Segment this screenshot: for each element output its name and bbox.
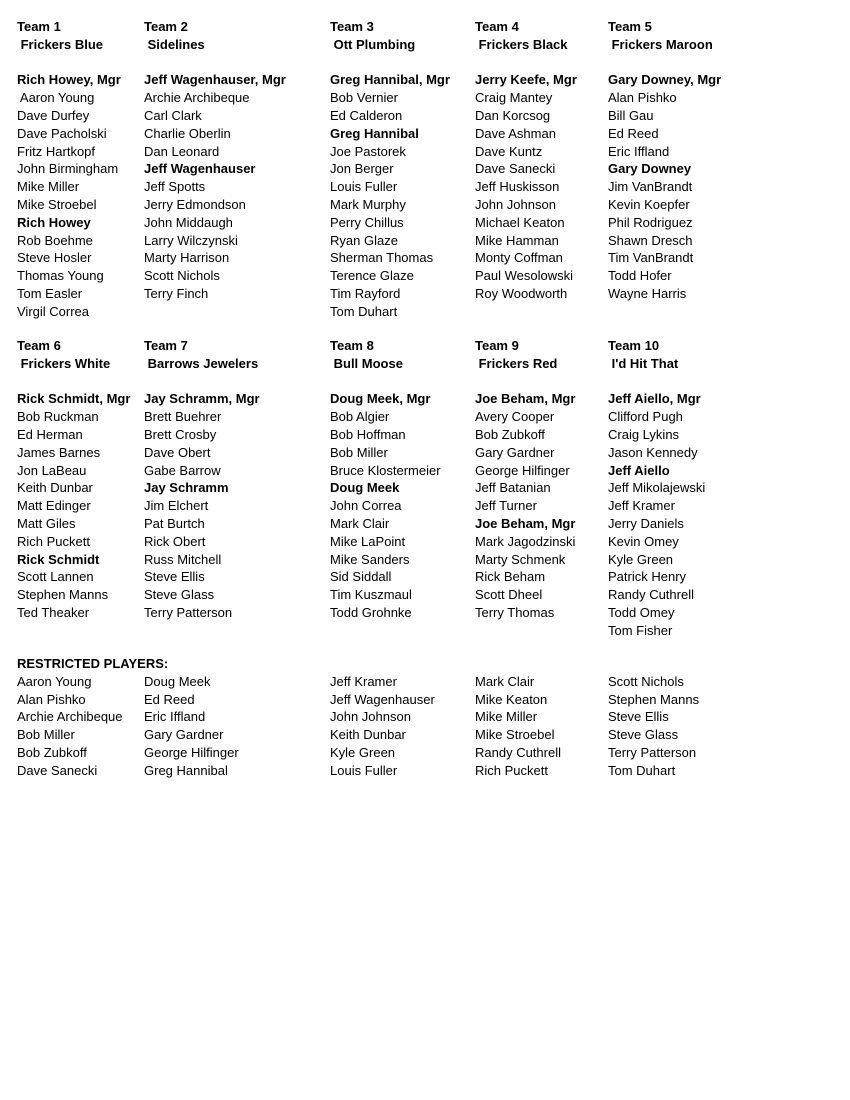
team-number: Team 5 — [608, 19, 652, 34]
restricted-player-name: Kyle Green — [330, 744, 396, 760]
player-name: Bob Ruckman — [17, 409, 99, 425]
spacer — [475, 54, 577, 72]
restricted-player-name: Randy Cuthrell — [475, 744, 561, 760]
player-name: Bob Vernier — [330, 90, 398, 106]
team-manager: Joe Beham, Mgr — [475, 391, 576, 407]
player-name: Dave Ashman — [475, 125, 556, 141]
team-name: Barrows Jewelers — [144, 355, 259, 371]
spacer — [17, 373, 130, 391]
player-name: Jerry Edmondson — [144, 196, 246, 212]
restricted-player-name: Gary Gardner — [144, 727, 224, 743]
player-name: Dan Leonard — [144, 143, 220, 159]
player-name: Dave Pacholski — [17, 125, 107, 141]
player-name: Jason Kennedy — [608, 444, 698, 460]
player-name: Jon LaBeau — [17, 462, 87, 478]
player-name: Gabe Barrow — [144, 462, 221, 478]
team-number: Team 8 — [330, 338, 374, 353]
player-name: Tom Easler — [17, 285, 83, 301]
team-column-team-3 — [330, 18, 450, 321]
restricted-column — [330, 673, 435, 780]
restricted-player-name: Bob Zubkoff — [17, 744, 87, 760]
team-column-team-6 — [17, 337, 130, 622]
player-name: Tim Rayford — [330, 285, 401, 301]
player-name: Avery Cooper — [475, 409, 555, 425]
team-manager: Jeff Aiello, Mgr — [608, 391, 701, 407]
player-name: John Birmingham — [17, 161, 119, 177]
player-name: Russ Mitchell — [144, 551, 222, 567]
team-column-team-7 — [144, 337, 260, 622]
team-name: Sidelines — [144, 36, 205, 52]
restricted-column — [475, 673, 561, 780]
player-name: Terence Glaze — [330, 268, 414, 284]
player-name: Ed Calderon — [330, 107, 403, 123]
player-name: Kevin Omey — [608, 533, 679, 549]
restricted-player-name: Doug Meek — [144, 673, 211, 689]
team-column-team-4 — [475, 18, 577, 303]
spacer — [608, 54, 721, 72]
restricted-player-name: Mark Clair — [475, 673, 535, 689]
player-name: Paul Wesolowski — [475, 268, 574, 284]
player-name: Jeff Mikolajewski — [608, 480, 706, 496]
player-name: Kevin Koepfer — [608, 196, 690, 212]
player-name: Craig Mantey — [475, 90, 553, 106]
spacer — [330, 373, 441, 391]
player-name: Joe Pastorek — [330, 143, 406, 159]
spacer — [330, 54, 450, 72]
player-name: Jeff Batanian — [475, 480, 551, 496]
player-name: Scott Nichols — [144, 268, 220, 284]
player-name: Tom Duhart — [330, 303, 398, 319]
restricted-player-name: Aaron Young — [17, 673, 92, 689]
player-name: Todd Omey — [608, 604, 675, 620]
player-name: Rich Puckett — [17, 533, 90, 549]
restricted-column — [608, 673, 699, 780]
team-name: Ott Plumbing — [330, 36, 416, 52]
team-name: I'd Hit That — [608, 355, 679, 371]
player-name: Tom Fisher — [608, 622, 673, 638]
player-name: Alan Pishko — [608, 90, 677, 106]
player-name: Marty Harrison — [144, 250, 230, 266]
team-name: Frickers Blue — [17, 36, 103, 52]
player-name: Dan Korcsog — [475, 107, 551, 123]
player-name: Rob Boehme — [17, 232, 93, 248]
player-name: Tim Kuszmaul — [330, 587, 412, 603]
spacer — [608, 373, 705, 391]
player-name: Bob Hoffman — [330, 426, 406, 442]
player-name: Rick Obert — [144, 533, 206, 549]
player-name: Rick Beham — [475, 569, 546, 585]
player-name: Perry Chillus — [330, 214, 404, 230]
player-name: Bruce Klostermeier — [330, 462, 441, 478]
player-name: Gary Gardner — [475, 444, 555, 460]
player-name: Archie Archibeque — [144, 90, 250, 106]
player-name: Michael Keaton — [475, 214, 565, 230]
team-column-team-5 — [608, 18, 721, 303]
player-name: Keith Dunbar — [17, 480, 93, 496]
player-name: Phil Rodriguez — [608, 214, 693, 230]
spacer — [144, 373, 260, 391]
restricted-player-name: Eric Iffland — [144, 709, 206, 725]
player-name: Marty Schmenk — [475, 551, 566, 567]
player-name: Jon Berger — [330, 161, 394, 177]
restricted-column — [144, 673, 239, 780]
player-name: Bob Miller — [330, 444, 388, 460]
team-number: Team 10 — [608, 338, 660, 353]
player-name: Jeff Huskisson — [475, 179, 560, 195]
player-name: Monty Coffman — [475, 250, 563, 266]
player-name: Eric Iffland — [608, 143, 670, 159]
player-name: Steve Ellis — [144, 569, 205, 585]
team-number: Team 4 — [475, 19, 519, 34]
player-name: Matt Giles — [17, 515, 76, 531]
team-manager: Doug Meek, Mgr — [330, 391, 431, 407]
restricted-player-name: Alan Pishko — [17, 691, 86, 707]
player-name: Virgil Correa — [17, 303, 90, 319]
spacer — [17, 54, 121, 72]
player-name: Jeff Spotts — [144, 179, 206, 195]
player-name: Thomas Young — [17, 268, 104, 284]
player-name: Jerry Daniels — [608, 515, 684, 531]
player-name: Pat Burtch — [144, 515, 205, 531]
player-name: Jeff Wagenhauser — [144, 161, 256, 177]
restricted-player-name: Steve Ellis — [608, 709, 669, 725]
team-name: Frickers White — [17, 355, 111, 371]
player-name: Fritz Hartkopf — [17, 143, 96, 159]
player-name: Wayne Harris — [608, 285, 687, 301]
player-name: John Johnson — [475, 196, 556, 212]
player-name: John Middaugh — [144, 214, 233, 230]
team-manager: Rich Howey, Mgr — [17, 72, 121, 88]
player-name: Charlie Oberlin — [144, 125, 231, 141]
player-name: Todd Grohnke — [330, 604, 412, 620]
restricted-player-name: Ed Reed — [144, 691, 195, 707]
player-name: Steve Glass — [144, 587, 215, 603]
player-name: Steve Hosler — [17, 250, 92, 266]
restricted-column — [17, 673, 123, 780]
restricted-player-name: Dave Sanecki — [17, 762, 98, 778]
player-name: Jim VanBrandt — [608, 179, 693, 195]
player-name: Mark Jagodzinski — [475, 533, 576, 549]
restricted-player-name: John Johnson — [330, 709, 411, 725]
player-name: Gary Downey — [608, 161, 692, 177]
player-name: Bob Algier — [330, 409, 390, 425]
team-column-team-2 — [144, 18, 286, 303]
player-name: Terry Finch — [144, 285, 209, 301]
team-manager: Rick Schmidt, Mgr — [17, 391, 131, 407]
team-manager: Jerry Keefe, Mgr — [475, 72, 577, 88]
player-name: Louis Fuller — [330, 179, 398, 195]
player-name: Mike Hamman — [475, 232, 559, 248]
player-name: Carl Clark — [144, 107, 202, 123]
player-name: Dave Kuntz — [475, 143, 543, 159]
player-name: Brett Crosby — [144, 426, 217, 442]
player-name: Shawn Dresch — [608, 232, 693, 248]
restricted-player-name: Mike Keaton — [475, 691, 548, 707]
team-column-team-10 — [608, 337, 705, 640]
team-number: Team 6 — [17, 338, 61, 353]
player-name: Bill Gau — [608, 107, 654, 123]
team-number: Team 3 — [330, 19, 374, 34]
player-name: Dave Durfey — [17, 107, 90, 123]
player-name: Terry Thomas — [475, 604, 555, 620]
restricted-player-name: Archie Archibeque — [17, 709, 123, 725]
restricted-player-name: Mike Stroebel — [475, 727, 555, 743]
player-name: Todd Hofer — [608, 268, 672, 284]
player-name: Larry Wilczynski — [144, 232, 238, 248]
player-name: Ted Theaker — [17, 604, 90, 620]
player-name: Tim VanBrandt — [608, 250, 694, 266]
spacer — [144, 54, 286, 72]
player-name: Jim Elchert — [144, 498, 209, 514]
restricted-player-name: Terry Patterson — [608, 744, 697, 760]
player-name: Mark Murphy — [330, 196, 406, 212]
restricted-player-name: Keith Dunbar — [330, 727, 406, 743]
restricted-player-name: Scott Nichols — [608, 673, 684, 689]
team-number: Team 2 — [144, 19, 188, 34]
player-name: Greg Hannibal — [330, 125, 419, 141]
player-name: Mark Clair — [330, 515, 390, 531]
spacer — [475, 373, 575, 391]
player-name: Dave Sanecki — [475, 161, 556, 177]
player-name: Scott Dheel — [475, 587, 543, 603]
player-name: Kyle Green — [608, 551, 674, 567]
team-number: Team 9 — [475, 338, 519, 353]
player-name: Patrick Henry — [608, 569, 687, 585]
team-column-team-9 — [475, 337, 575, 622]
player-name: Rich Howey — [17, 214, 91, 230]
team-number: Team 7 — [144, 338, 188, 353]
player-name: Doug Meek — [330, 480, 400, 496]
player-name: Jeff Aiello — [608, 462, 670, 478]
player-name: Jeff Turner — [475, 498, 537, 514]
player-name: Randy Cuthrell — [608, 587, 694, 603]
player-name: James Barnes — [17, 444, 101, 460]
player-name: Mike LaPoint — [330, 533, 406, 549]
restricted-player-name: Mike Miller — [475, 709, 538, 725]
restricted-player-name: Jeff Kramer — [330, 673, 397, 689]
team-name: Frickers Black — [475, 36, 568, 52]
player-name: Scott Lannen — [17, 569, 94, 585]
restricted-player-name: Rich Puckett — [475, 762, 548, 778]
team-manager: Greg Hannibal, Mgr — [330, 72, 450, 88]
player-name: Brett Buehrer — [144, 409, 222, 425]
player-name: Ryan Glaze — [330, 232, 398, 248]
player-name: Ed Reed — [608, 125, 659, 141]
player-name: Rick Schmidt — [17, 551, 100, 567]
player-name: Dave Obert — [144, 444, 211, 460]
player-name: Bob Zubkoff — [475, 426, 545, 442]
team-name: Frickers Red — [475, 355, 558, 371]
player-name: George Hilfinger — [475, 462, 570, 478]
player-name: Clifford Pugh — [608, 409, 683, 425]
player-name: Sherman Thomas — [330, 250, 434, 266]
player-name: Aaron Young — [17, 90, 95, 106]
team-column-team-1 — [17, 18, 121, 321]
team-number: Team 1 — [17, 19, 61, 34]
player-name: Mike Stroebel — [17, 196, 97, 212]
player-name: Matt Edinger — [17, 498, 91, 514]
player-name: Roy Woodworth — [475, 285, 568, 301]
restricted-player-name: George Hilfinger — [144, 744, 239, 760]
player-name: Mike Miller — [17, 179, 80, 195]
player-name: Terry Patterson — [144, 604, 233, 620]
team-manager: Jeff Wagenhauser, Mgr — [144, 72, 286, 88]
player-name: Joe Beham, Mgr — [475, 515, 576, 531]
player-name: Mike Sanders — [330, 551, 410, 567]
restricted-player-name: Jeff Wagenhauser — [330, 691, 435, 707]
restricted-player-name: Stephen Manns — [608, 691, 700, 707]
team-name: Bull Moose — [330, 355, 403, 371]
restricted-player-name: Louis Fuller — [330, 762, 398, 778]
player-name: Craig Lykins — [608, 426, 680, 442]
restricted-player-name: Greg Hannibal — [144, 762, 228, 778]
player-name: Sid Siddall — [330, 569, 392, 585]
player-name: John Correa — [330, 498, 402, 514]
player-name: Stephen Manns — [17, 587, 109, 603]
team-column-team-8 — [330, 337, 441, 622]
restricted-player-name: Tom Duhart — [608, 762, 676, 778]
team-name: Frickers Maroon — [608, 36, 713, 52]
player-name: Jeff Kramer — [608, 498, 675, 514]
player-name: Ed Herman — [17, 426, 83, 442]
restricted-player-name: Bob Miller — [17, 727, 75, 743]
team-manager: Jay Schramm, Mgr — [144, 391, 260, 407]
restricted-player-name: Steve Glass — [608, 727, 679, 743]
restricted-players-title: RESTRICTED PLAYERS: — [17, 656, 169, 671]
team-manager: Gary Downey, Mgr — [608, 72, 722, 88]
player-name: Jay Schramm — [144, 480, 229, 496]
